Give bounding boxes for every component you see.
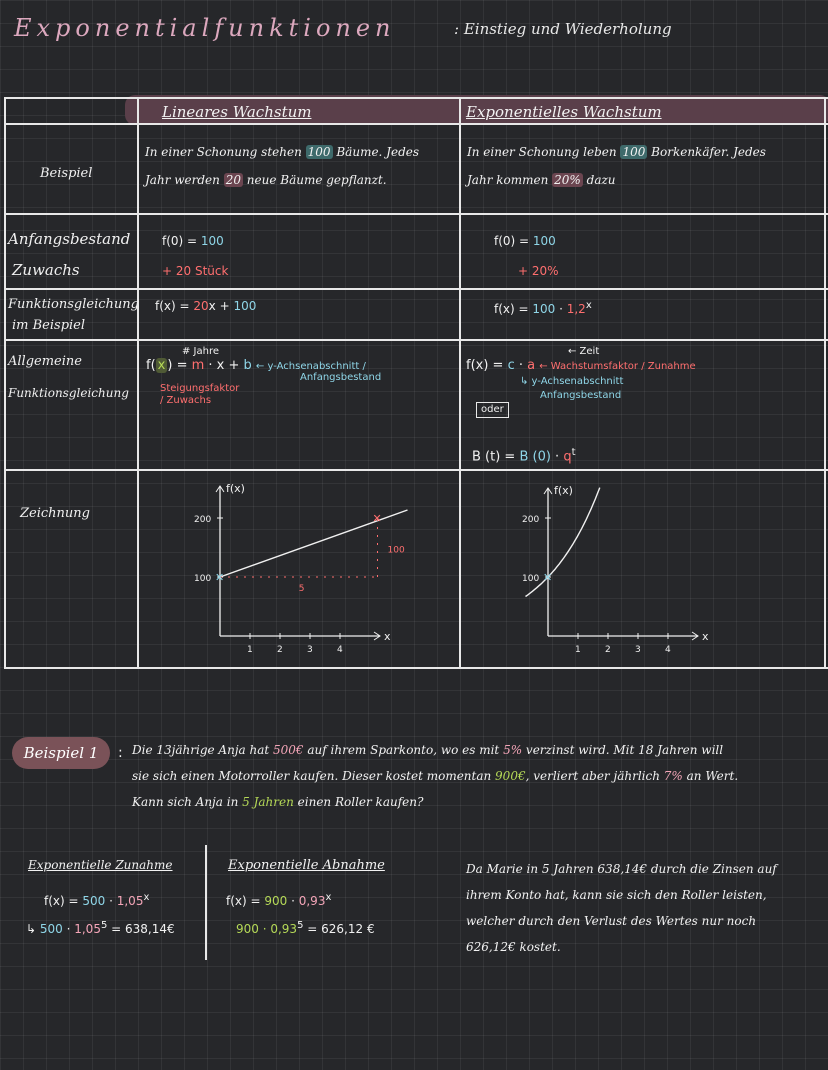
- table-line: [4, 288, 828, 290]
- linear-years-note: # Jahre: [182, 346, 220, 357]
- example-1-tag: Beispiel 1: [12, 737, 110, 769]
- y-tick-label: 100: [194, 574, 212, 584]
- increase-calculation: ↳ $500 \cdot 1,05^5$ = 638,14€: [26, 920, 175, 936]
- exponential-chart: [500, 478, 740, 658]
- y-axis-label: f(x): [554, 484, 573, 497]
- end-point-marker: ✕: [372, 512, 382, 525]
- linear-general-equation: f( x ) = m · x + b ← y-Achsenabschnitt /: [146, 358, 366, 373]
- linear-initial-value: f(0) = 100: [162, 234, 224, 248]
- exponential-general-equation: f(x) = c · a ← Wachstumsfaktor / Zunahme: [466, 358, 696, 373]
- oder-box: oder: [476, 402, 509, 418]
- row-label-beispiel: Beispiel: [40, 166, 93, 181]
- y-tick-label: 200: [194, 515, 212, 525]
- exponential-initial-note: Anfangsbestand: [540, 390, 622, 401]
- x-tick-label: 4: [665, 645, 671, 655]
- x-tick-label: 3: [307, 645, 313, 655]
- table-line: [459, 97, 461, 669]
- y-tick-label: 200: [522, 515, 540, 525]
- y-tick-label: 100: [522, 574, 540, 584]
- x-tick-label: 2: [605, 645, 611, 655]
- table-line: [4, 339, 828, 341]
- rise-label: 100: [387, 545, 405, 556]
- linear-function-example: f(x) = 20x + 100: [155, 299, 257, 313]
- row-label-zuwachs: Zuwachs: [12, 261, 80, 279]
- row-label-anfangsbestand: Anfangsbestand: [8, 230, 131, 248]
- exponential-initial-value: f(0) = 100: [494, 234, 556, 248]
- table-line: [137, 97, 139, 669]
- row-label-allgemeine-funktionsgleichung: Funktionsgleichung: [8, 386, 129, 400]
- page-subtitle: : Einstieg und Wiederholung: [454, 20, 672, 38]
- exponential-y-intercept-note: ↳ y-Achsenabschnitt: [520, 376, 624, 387]
- calc-divider: [205, 845, 207, 960]
- x-tick-label: 3: [635, 645, 641, 655]
- x-tick-label: 2: [277, 645, 283, 655]
- table-line: [824, 97, 826, 669]
- start-point-marker: ✕: [543, 571, 553, 584]
- table-line: [4, 97, 828, 99]
- linear-chart: [170, 478, 450, 658]
- decrease-calculation: $900 \cdot 0,93^5 = 626,12$ €: [236, 920, 375, 936]
- start-point-marker: ✕: [215, 571, 225, 584]
- answer-text: Da Marie in 5 Jahren 638,14€ durch die Zinsen auf ihrem Konto hat, kann sie sich den Roller leisten, welcher durch den Verlust des Wertes nur noch 626,12€ kostet.: [466, 862, 777, 954]
- row-label-funktionsgleichung: Funktionsgleichung: [8, 297, 139, 312]
- linear-initial-note: Anfangsbestand: [300, 372, 382, 383]
- linear-example-text: In einer Schonung stehen 100 Bäume. Jedes Jahr werden 20 neue Bäume gepflanzt.: [145, 145, 420, 187]
- row-label-allgemeine: Allgemeine: [8, 354, 82, 369]
- exponential-increase: + 20%: [518, 264, 559, 278]
- x-tick-label: 1: [247, 645, 253, 655]
- exponential-example-text: In einer Schonung leben 100 Borkenkäfer. Jedes Jahr kommen 20% dazu: [467, 145, 766, 187]
- x-axis-label: x: [702, 630, 709, 643]
- row-label-im-beispiel: im Beispiel: [12, 318, 86, 333]
- example-1-text: Die 13jährige Anja hat 500€ auf ihrem Sparkonto, wo es mit 5% verzinst wird. Mit 18 Jahren will sie sich einen Motorroller kaufen. Dieser kostet momentan 900€, verliert aber jährlich 7% an Wert. Kann sich Anja in 5 Jahren einen Roller kaufen?: [132, 743, 739, 809]
- linear-slope-note: Steigungsfaktor / Zuwachs: [160, 383, 240, 406]
- increase-formula: $f(x) = 500 \cdot 1,05^x$: [44, 892, 150, 908]
- x-tick-label: 1: [575, 645, 581, 655]
- table-line: [4, 667, 828, 669]
- decrease-heading: Exponentielle Abnahme: [228, 858, 385, 873]
- exponential-time-note: ← Zeit: [568, 346, 600, 357]
- page-title: Exponentialfunktionen: [14, 14, 396, 42]
- x-tick-label: 4: [337, 645, 343, 655]
- run-label: 5: [298, 584, 305, 594]
- example-1-colon: :: [118, 745, 123, 761]
- decrease-formula: $f(x) = 900 \cdot 0,93^x$: [226, 892, 332, 908]
- header-linear: Lineares Wachstum: [162, 103, 312, 121]
- header-exponential: Exponentielles Wachstum: [466, 103, 662, 121]
- table-line: [4, 469, 828, 471]
- increase-heading: Exponentielle Zunahme: [28, 858, 173, 872]
- row-label-zeichnung: Zeichnung: [20, 506, 90, 521]
- exponential-function-example: $f(x) = 100 \cdot 1,2^x$: [494, 300, 592, 316]
- table-line: [4, 97, 6, 669]
- table-line: [4, 213, 828, 215]
- x-axis-label: x: [384, 630, 391, 643]
- y-axis-label: f(x): [226, 482, 245, 495]
- table-line: [4, 123, 828, 125]
- exponential-alt-equation: B (t) = B $(0) \cdot q^t$: [472, 447, 576, 465]
- linear-increase: + 20 Stück: [162, 264, 229, 278]
